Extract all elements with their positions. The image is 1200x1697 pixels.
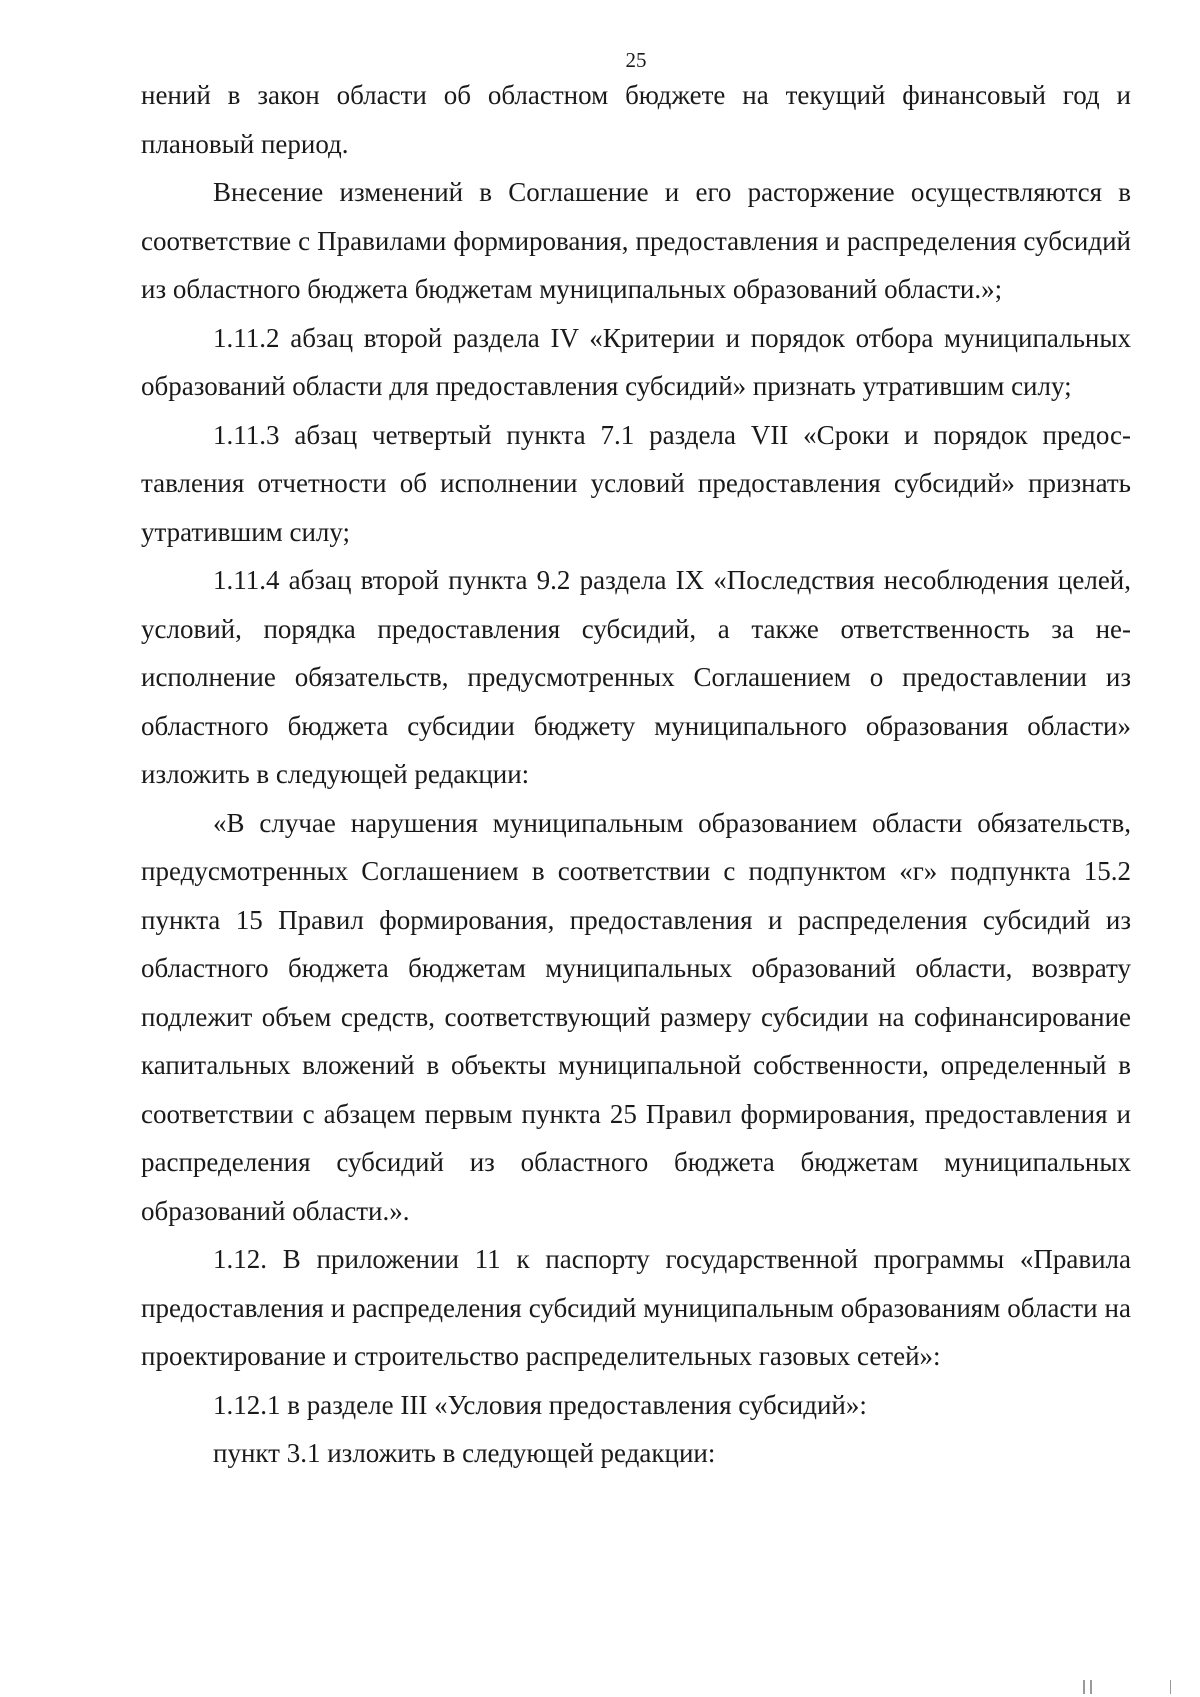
scan-artifact-mark xyxy=(1170,1680,1171,1694)
paragraph-1-11-3: 1.11.3 абзац четвертый пункта 7.1 раздела VII «Сроки и порядок предоставления отчетности об исполнении условий предоставления субсидий» признать утратившим силу; xyxy=(141,419,1131,547)
document-body xyxy=(141,71,1131,1478)
paragraph-point-3-1: пункт 3.1 изложить в следующей редакции: xyxy=(213,1438,716,1468)
paragraph-1-12-1: 1.12.1 в разделе III «Условия предоставления субсидий»: xyxy=(213,1389,867,1420)
paragraph-1-12: 1.12. В приложении 11 к паспорту государственной программы «Правила предоставления и распределения субсидий муниципальным образованиям области на проектирование и строительство распределительных газовых сетей»: xyxy=(141,1244,1131,1371)
scan-artifact-mark xyxy=(1090,1680,1092,1694)
scan-artifact-mark xyxy=(1083,1680,1085,1694)
paragraph-1-11-2: 1.11.2 абзац второй раздела IV «Критерии и порядок отбора муниципальных образований области для предоставления субсидий» признать утратившим силу; xyxy=(141,322,1131,401)
paragraph-1-11-4: 1.11.4 абзац второй пункта 9.2 раздела IX «Последствия несоблюдения целей, условий, порядка предоставления субсидий, а также ответственность за неисполнение обязательств, предусмотренных Соглашением о предоставлении из областного бюджета субсидии бюджету муниципального образования области» изложить в следующей редакции: xyxy=(141,565,1131,789)
paragraph-continuation: нений в закон области об областном бюджете на текущий финансовый год и плановый период. xyxy=(141,80,1131,159)
paragraph-agreement-amendment: Внесение изменений в Соглашение и его расторжение осуществляются в соответствие с Правилами формирования, предоставления и распределения субсидий из областного бюджета бюджетам муниципальных образований области.»; xyxy=(141,177,1131,304)
page-number: 25 xyxy=(625,48,647,72)
paragraph-quoted-violation: «В случае нарушения муниципальным образованием области обязательств, предусмотренных Соглашением в соответствии с подпунктом «г» подпункта 15.2 пункта 15 Правил формирования, предоставления и распределения субсидий из областного бюджета бюджетам муниципальных образований области, возврату подлежит объем средств, соответствующий размеру субсидии на софинансирование капитальных вложений в объекты муниципальной собственности, определенный в соответствии с абзацем первым пункта 25 Правил формирования, предоставления и распределения субсидий из областного бюджета бюджетам муниципальных образований области.». xyxy=(141,807,1131,1226)
